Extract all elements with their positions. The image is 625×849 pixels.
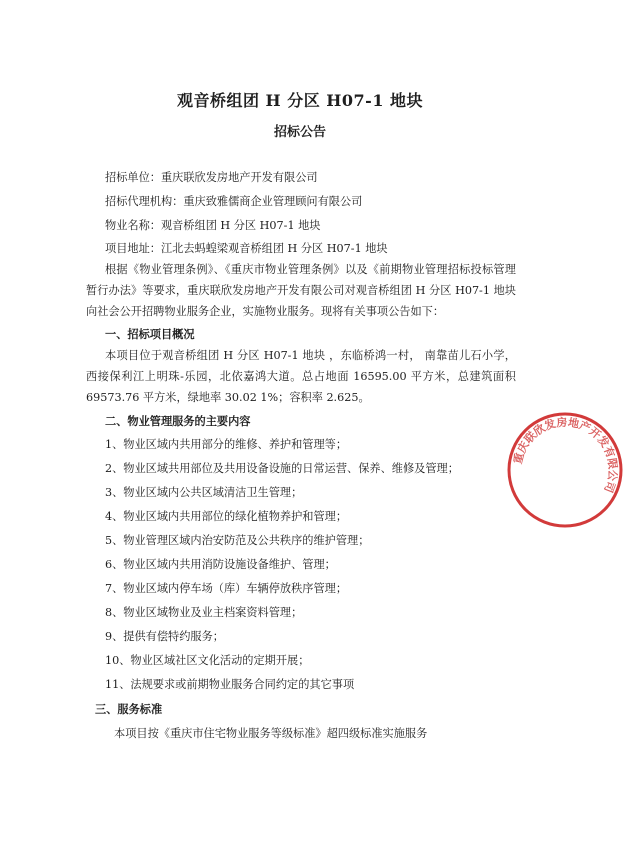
section2-heading: 二、物业管理服务的主要内容 [105, 414, 251, 428]
section1-heading: 一、招标项目概况 [105, 327, 195, 341]
address-line: 项目地址：江北去蚂蝗梁观音桥组团 H 分区 H07-1 地块 [105, 242, 388, 255]
service-item: 4、物业区域内共用部位的绿化植物养护和管理； [105, 510, 348, 523]
document-title: 观音桥组团 H 分区 H07-1 地块 [176, 91, 424, 110]
service-item: 8、物业区域物业及业主档案资料管理； [105, 606, 303, 619]
service-item: 3、物业区域内公共区域清洁卫生管理； [105, 486, 303, 499]
property-line: 物业名称：观音桥组团 H 分区 H07-1 地块 [105, 219, 321, 232]
seal-text: 重庆联欣发房地产开发有限公司 [511, 415, 620, 495]
service-item: 9、提供有偿特约服务； [105, 630, 224, 643]
document-subtitle: 招标公告 [273, 125, 326, 140]
service-item: 1、物业区域内共用部分的维修、养护和管理等； [105, 438, 348, 451]
section1-body: 本项目位于观音桥组团 H 分区 H07-1 地块 ，东临桥鸿一村， 南靠苗儿石小学，西接保利江上明珠-乐园，北依嘉鸿大道。总占地面 16595.00 平方米，总建筑面积 69573.76 平方米，绿地率 30.02 1%；容积率 2.625。 [86, 349, 516, 404]
service-item: 7、物业区域内停车场（库）车辆停放秩序管理； [105, 582, 348, 595]
agent-line: 招标代理机构：重庆致雅儒商企业管理顾问有限公司 [105, 195, 363, 208]
section3-heading: 三、服务标准 [95, 702, 163, 716]
section3-body: 本项目按《重庆市住宅物业服务等级标准》超四级标准实施服务 [114, 727, 428, 740]
service-item: 5、物业管理区域内治安防范及公共秩序的维护管理； [105, 534, 370, 547]
service-item: 2、物业区域共用部位及共用设备设施的日常运营、保养、维修及管理； [105, 462, 459, 475]
tenderer-line: 招标单位：重庆联欣发房地产开发有限公司 [105, 171, 318, 184]
intro-paragraph: 根据《物业管理条例》、《重庆市物业管理条例》以及《前期物业管理招标投标管理暂行办法》等要求，重庆联欣发房地产开发有限公司对观音桥组团 H 分区 H07-1 地块向社会公开招聘物业服务企业，实施物业服务。现将有关事项公告如下： [86, 263, 516, 318]
service-item: 11、法规要求或前期物业服务合同约定的其它事项 [105, 678, 355, 691]
official-seal-stamp [505, 410, 625, 530]
service-item: 10、物业区域社区文化活动的定期开展； [105, 654, 310, 667]
service-item: 6、物业区域内共用消防设施设备维护、管理； [105, 558, 336, 571]
seal-ring [509, 414, 621, 526]
